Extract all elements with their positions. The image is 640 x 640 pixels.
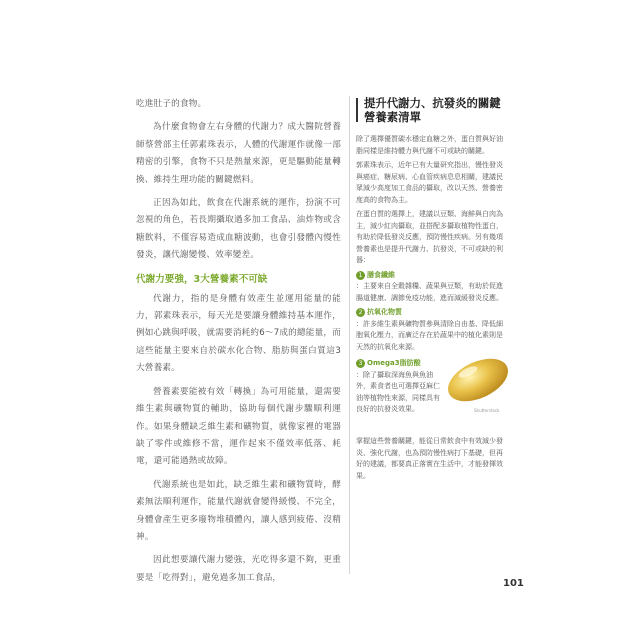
- left-paragraph-6: 代謝系統也是如此，缺乏維生素和礦物質時，酵素無法順利運作，能量代謝就會變得緩慢、不完全，身體會產生更多廢物堆積體內，讓人感到疲倦、沒精神。: [136, 479, 341, 542]
- nutrient-text: ：除了攝取深海魚與魚油外，素食者也可選擇亞麻仁油等植物性來源，同樣具有良好的抗發炎效果。: [356, 370, 440, 413]
- left-paragraph-5: 營養素要能被有效「轉換」為可用能量，還需要維生素與礦物質的輔助，協助每個代謝步驟順利運作。如果身體缺乏維生素和礦物質，就像家裡的電器缺了零件或維修不當，運作起來不僅效率低落、耗電，還可能過熱或故障。: [136, 386, 341, 467]
- nutrient-title: Omega3脂肪酸: [367, 359, 421, 367]
- nutrient-title: 膳食纖維: [367, 270, 395, 279]
- page-number: 101: [503, 578, 524, 589]
- title-bar: [356, 98, 358, 122]
- left-paragraph-2: 為什麼食物會左右身體的代謝力？成大醫院營養師蔡營部主任郭素珠表示，人體的代謝運作就像一部精密的引擎，食物不只是熱量來源，更是驅動能量轉換、維持生理功能的關鍵燃料。: [136, 122, 341, 185]
- nutrient-item-fiber: [356, 270, 508, 282]
- omega-text-block: [356, 356, 442, 419]
- sidebar-paragraph-1: 除了選擇優質碳水穩定血糖之外，蛋白質與好油脂同樣是維持體力與代謝不可或缺的關鍵。: [356, 135, 503, 155]
- omega-section: [356, 356, 508, 436]
- sidebar-title: 提升代謝力、抗發炎的關鍵營養素清單: [364, 96, 501, 124]
- number-badge: 2: [356, 308, 365, 317]
- sidebar-paragraph-2: 郭素珠表示，近年已有大量研究指出，慢性發炎與癌症、糖尿病、心血管疾病息息相關，建議民眾減少高度加工食品的攝取，改以天然、營養密度高的食物為主。: [356, 161, 503, 204]
- nutrient-text: ：主要來自全穀雜糧、蔬果與豆類，有助於促進腸道健康、調節免疫功能，進而減緩發炎反應。: [356, 282, 503, 302]
- nutrient-item-antioxidant: [356, 307, 508, 319]
- sidebar-paragraph-4: 掌握這些營養關鍵，能從日常飲食中有效減少發炎、強化代謝，也為預防慢性病打下基礎，但再好的建議，都要真正落實在生活中，才能發揮效果。: [356, 437, 503, 480]
- left-paragraph-7: 因此想要讓代謝力變強，光吃得多還不夠，更重要是「吃得對」，避免過多加工食品，: [136, 555, 341, 583]
- section-heading: 代謝力要強，3大營養素不可缺: [136, 273, 268, 285]
- sidebar-box: [356, 96, 508, 485]
- left-paragraph-1: 吃進肚子的食物。: [136, 99, 207, 109]
- nutrient-item-omega3: [356, 358, 442, 370]
- left-column: [136, 96, 341, 593]
- left-paragraph-3: 正因為如此，飲食在代謝系統的運作，扮演不可忽視的角色，若長期攝取過多加工食品、油炸物或含糖飲料，不僅容易造成血糖波動，也會引發體內慢性發炎，讓代謝變慢、效率變差。: [136, 198, 341, 261]
- fish-oil-capsule-image: [440, 346, 512, 408]
- nutrient-text: ：許多維生素與礦物質參與清除自由基、降低細胞氧化壓力，而廣泛存在於蔬果中的植化素則是天然的抗氧化來源。: [356, 319, 503, 351]
- number-badge: 3: [356, 359, 365, 368]
- nutrient-title: 抗氧化物質: [367, 308, 402, 316]
- column-divider: [349, 96, 350, 574]
- number-badge: 1: [356, 271, 365, 280]
- left-paragraph-4: 代謝力，指的是身體有效產生並運用能量的能力，郭素珠表示，每天光是要讓身體維持基本運作，例如心跳與呼吸，就需要消耗約6～7成的總能量，而這些能量主要來自於碳水化合物、脂肪與蛋白質這3大營養素。: [136, 293, 341, 374]
- sidebar-paragraph-3: 在蛋白質的選擇上，建議以豆類、海鮮與白肉為主，減少紅肉攝取，並搭配多攝取植物性蛋白，有助於降低發炎反應，預防慢性疾病。另有幾項營養素也是提升代謝力、抗發炎，不可或缺的利器：: [356, 210, 503, 264]
- photo-credit: Shutterstock: [474, 408, 500, 413]
